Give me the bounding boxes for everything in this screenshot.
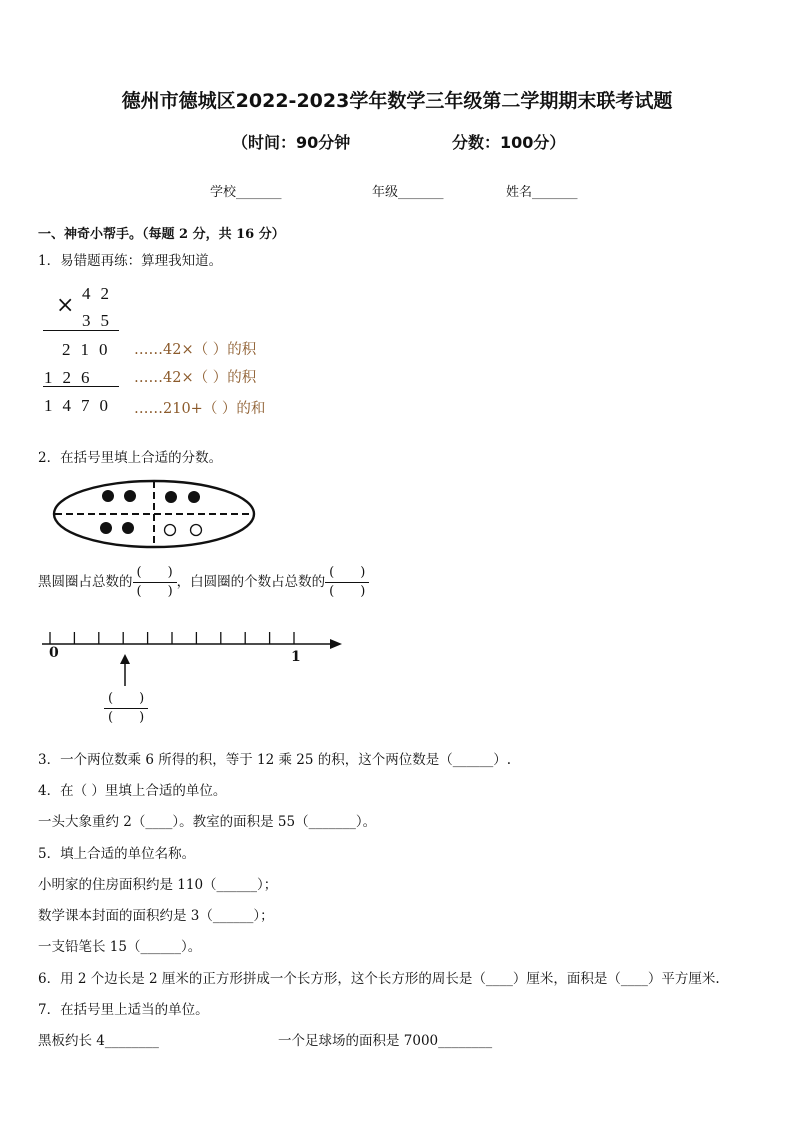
- question-7: 7．在括号里上适当的单位。: [38, 1002, 209, 1018]
- partial-product-1: 210: [62, 340, 118, 359]
- question-6: 6．用 2 个边长是 2 厘米的正方形拼成一个长方形，这个长方形的周长是（____）厘米，面积是（____）平方厘米.: [38, 971, 720, 987]
- black-dot: [122, 522, 134, 534]
- white-dot: [191, 525, 202, 536]
- calc-line-1: [43, 330, 119, 331]
- final-product: 1470: [44, 396, 118, 415]
- fraction-blank-numberline[interactable]: ( ) ( ): [104, 690, 148, 727]
- question-2: 2．在括号里填上合适的分数。: [38, 450, 223, 466]
- multiplicand: 42: [82, 284, 119, 303]
- school-field: 学校_______: [210, 185, 282, 200]
- black-dot: [165, 491, 177, 503]
- question-5: 5．填上合适的单位名称。: [38, 846, 196, 862]
- partial-product-2: 126: [44, 368, 100, 387]
- question-5-line-3: 一支铅笔长 15（______）。: [38, 939, 202, 955]
- number-line-arrowhead: [330, 639, 342, 649]
- number-line: [38, 622, 348, 722]
- dot-ellipse-figure: [50, 478, 260, 550]
- section-heading: 一、神奇小帮手。（每题 2 分，共 16 分）: [38, 227, 285, 242]
- calc-line-2: [43, 386, 119, 387]
- black-dot: [124, 490, 136, 502]
- question-5-line-1: 小明家的住房面积约是 110（______）；: [38, 877, 278, 893]
- fraction-sentence: [38, 564, 369, 601]
- black-dot: [102, 490, 114, 502]
- question-7-b: 一个足球场的面积是 7000________: [278, 1033, 493, 1049]
- question-4: 4．在（ ）里填上合适的单位。: [38, 783, 227, 799]
- page-title: 德州市德城区2022-2023学年数学三年级第二学期期末联考试题: [121, 90, 673, 112]
- note-3: ……210+（ ）的和: [134, 401, 266, 417]
- question-7-a: 黑板约长 4________: [38, 1033, 159, 1049]
- question-1: 1．易错题再练：算理我知道。: [38, 253, 223, 269]
- label-one: 1: [291, 649, 301, 665]
- note-1: ……42×（ ）的积: [134, 342, 257, 358]
- question-4-line: 一头大象重约 2（____）。教室的面积是 55（_______）。: [38, 814, 377, 830]
- exam-time: （时间：90分钟: [232, 133, 351, 152]
- fraction-blank-black[interactable]: $\frac{( )}{( )}$: [133, 564, 177, 601]
- label-zero: 0: [49, 645, 59, 661]
- pointer-arrowhead: [120, 654, 130, 664]
- name-field: 姓名_______: [506, 185, 578, 200]
- multiply-sign: ×: [56, 293, 75, 318]
- black-dot: [188, 491, 200, 503]
- grade-field: 年级_______: [372, 185, 444, 200]
- sentence-part-a: 黑圆圈占总数的: [38, 574, 133, 590]
- question-5-line-2: 数学课本封面的面积约是 3（______）；: [38, 908, 274, 924]
- note-2: ……42×（ ）的积: [134, 370, 257, 386]
- number-line-ticks: [50, 632, 294, 644]
- black-dot: [100, 522, 112, 534]
- multiplier: 35: [82, 311, 119, 330]
- white-dot: [165, 525, 176, 536]
- sentence-part-b: ，白圆圈的个数占总数的: [176, 574, 326, 590]
- question-3: 3．一个两位数乘 6 所得的积，等于 12 乘 25 的积，这个两位数是（______）.: [38, 752, 512, 768]
- fraction-blank-white[interactable]: $\frac{( )}{( )}$: [325, 564, 369, 601]
- exam-score: 分数：100分）: [452, 133, 566, 152]
